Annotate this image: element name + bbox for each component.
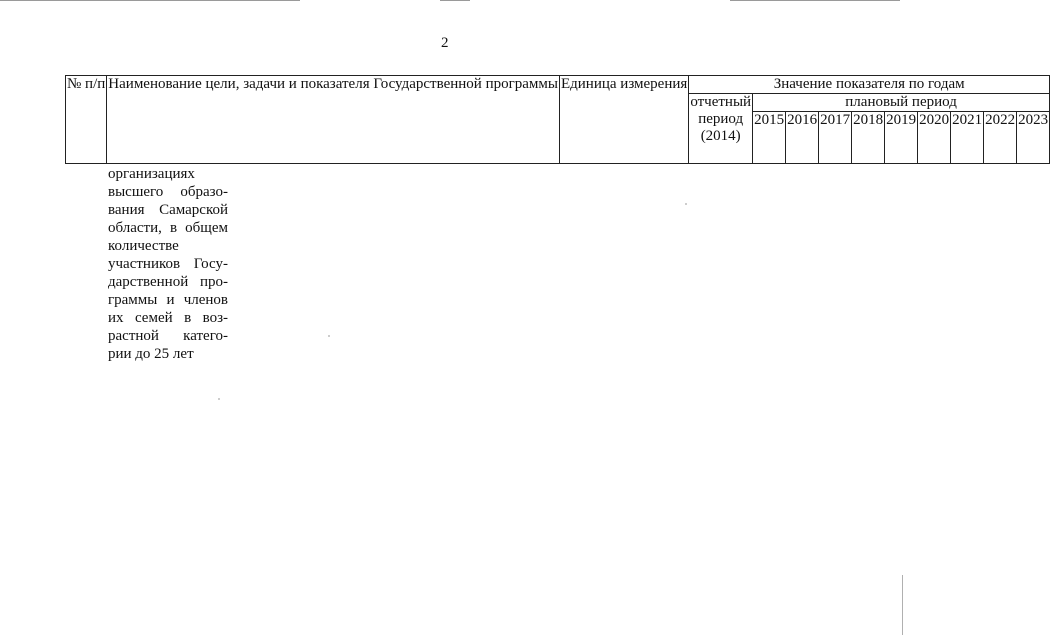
header-year-2018: 2018 — [852, 112, 885, 164]
indicator-name-continuation — [108, 165, 228, 363]
scan-right-edge-mark — [902, 575, 903, 635]
header-num: № п/п — [66, 76, 107, 164]
page-number: 2 — [441, 35, 449, 51]
header-year-2019: 2019 — [885, 112, 918, 164]
header-year-2022: 2022 — [984, 112, 1017, 164]
continuation-line: растной катего- — [108, 328, 228, 344]
scan-top-line-right — [730, 0, 900, 1]
header-unit: Единица измерения — [559, 76, 688, 164]
header-year-2020: 2020 — [918, 112, 951, 164]
continuation-line: области, в общем — [108, 220, 228, 236]
continuation-line: высшего образо- — [108, 184, 228, 200]
continuation-line: рии до 25 лет — [108, 346, 194, 362]
continuation-line: граммы и членов — [108, 292, 228, 308]
header-year-2017: 2017 — [819, 112, 852, 164]
header-year-2015: 2015 — [753, 112, 786, 164]
continuation-line: их семей в воз- — [108, 310, 228, 326]
scan-speck — [218, 398, 220, 400]
continuation-line: дарственной про- — [108, 274, 228, 290]
continuation-line: вания Самарской — [108, 202, 228, 218]
scan-speck — [685, 203, 687, 205]
header-year-2023: 2023 — [1017, 112, 1050, 164]
continuation-line: количестве — [108, 238, 179, 254]
table-header-row-1 — [66, 76, 1050, 94]
indicators-table — [65, 75, 1050, 164]
scan-speck — [328, 335, 330, 337]
header-values-by-year: Значение показателя по годам — [689, 76, 1050, 94]
header-year-2021: 2021 — [951, 112, 984, 164]
header-name: Наименование цели, задачи и показателя Государственной программы — [107, 76, 560, 164]
continuation-line: организациях — [108, 166, 195, 182]
continuation-line: участников Госу- — [108, 256, 228, 272]
header-report-period: отчетный период (2014) — [689, 94, 753, 164]
header-year-2016: 2016 — [786, 112, 819, 164]
scan-top-line-left — [0, 0, 300, 1]
scan-top-line-mid — [440, 0, 470, 1]
header-plan-period: плановый период — [753, 94, 1050, 112]
